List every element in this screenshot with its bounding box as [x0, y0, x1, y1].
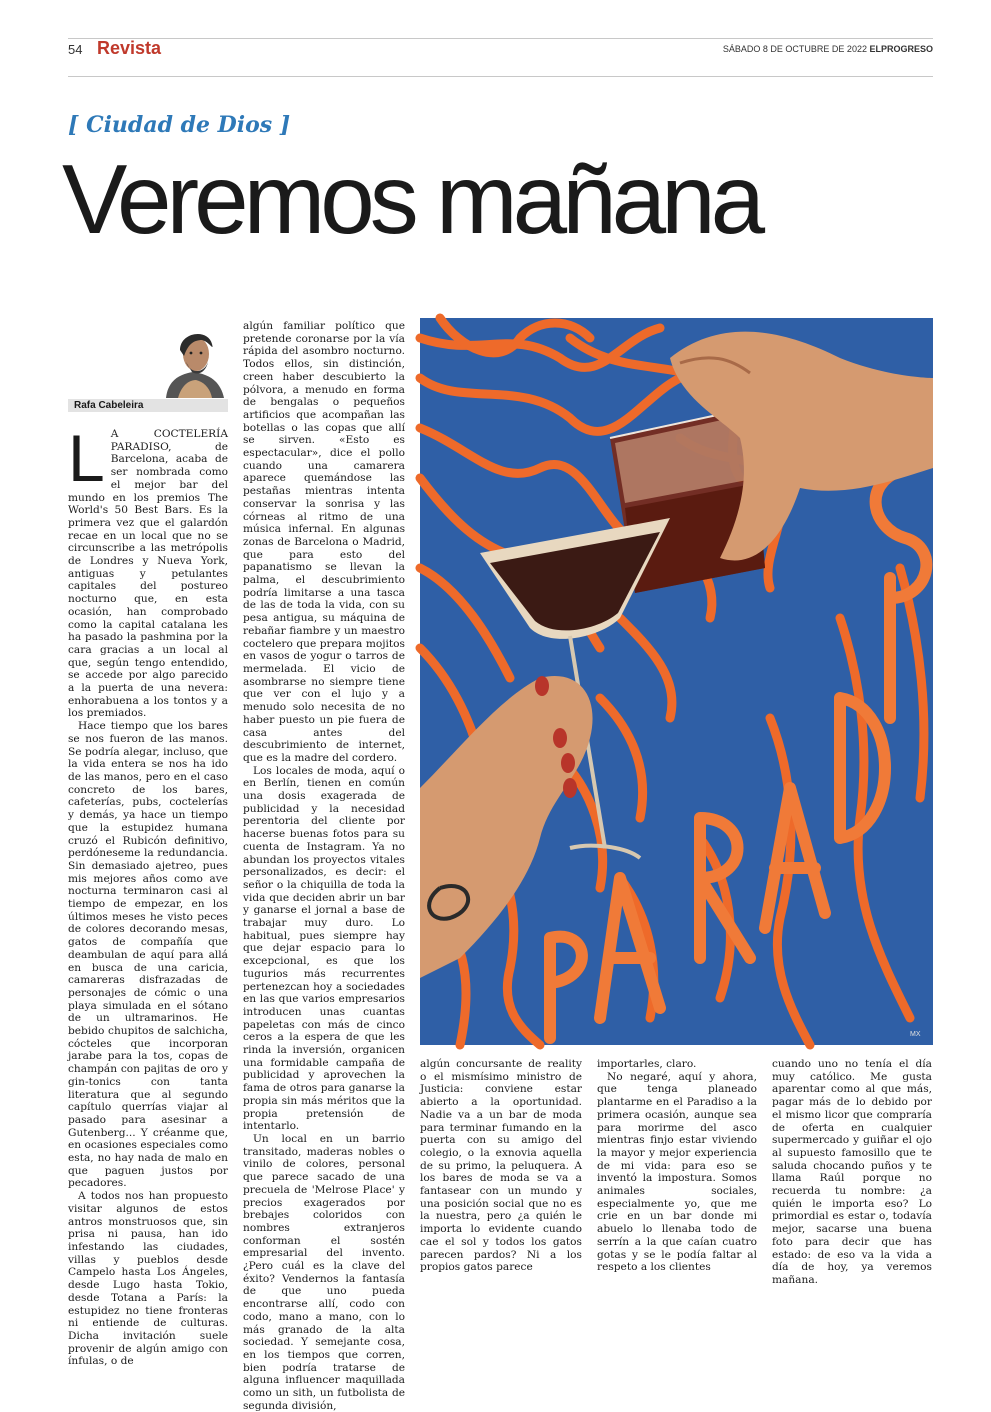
paragraph: importarles, claro. [597, 1058, 697, 1070]
section-name: Revista [97, 38, 162, 58]
paragraph: Un local en un barrio transitado, maderas nobles o vinilo de colores, personal que parece sacado de una precuela de 'Melrose Place' y precios exagerados por brebajes coloridos con nombres extranjeros conforman el sostén empresarial del invento. ¿Pero cuál es la clave del éxito? Vendernos la fantasía de que uno pueda encontrarse allí, codo con codo, mano a mano, con lo más granado de la alta sociedad. Y semejante cosa, en los tiempos que corren, bien podría tratarse de alguna influencer maquillada como un sith, un futbolista de segunda división, [243, 1133, 405, 1412]
text-column-4 [597, 1058, 757, 1274]
paragraph: A todos nos han propuesto visitar algunos de estos antros monstruosos que, sin prisa ni pausa, han ido infestando las ciudades, villas y pueblos desde Campelo hasta Los Ángeles, desde Lugo hasta Tokio, desde Totana a París: la estupidez no tiene fronteras ni entiende de culturas. Dicha invitación suele provenir de algún amigo con ínfulas, o de [68, 1190, 228, 1368]
paragraph: algún familiar político que pretende coronarse por la vía rápida del asombro nocturno. Todos ellos, sin distinción, creen haber descubierto la pólvora, a menudo en forma de bengalas o pequeños artificios que acompañan las botellas o las copas que allí se sirven. «Esto es espectacular», dice el pollo cuando una camarera aparece quemándose las pestañas mientras intenta conservar la sonrisa y las córneas al ritmo de una música infernal. En algunas zonas de Barcelona o Madrid, que para esto del papanatismo se llevan la palma, el descubrimiento podría limitarse a una tasca de las de toda la vida, con su pesa antigua, su máquina de rebañar fiambre y un maestro coctelero que prepara mojitos en vasos de yogur o tarros de mermelada. El vicio de asombrarse no siempre tiene que ver con el lujo y a menudo solo necesita de no haber puesto un pie fuera de casa antes del descubrimiento de internet, que es la madre del cordero. [243, 320, 405, 764]
paragraph: No negaré, aquí y ahora, que tenga planeado plantarme en el Paradiso a la primera ocasión, aunque sea para morirme del asco mientras finjo estar viviendo la mayor y mejor experiencia de mi vida: para eso se inventó la impostura. Somos animales sociales, especialmente yo, que me crie en un bar donde mi abuelo lo llenaba todo de serrín a la que caían cuatro gotas y se le podía faltar al respeto a los clientes [597, 1070, 757, 1274]
byline [68, 399, 228, 412]
header-rule [68, 76, 933, 77]
author-name: Rafa Cabeleira [74, 400, 144, 411]
text-column-2 [243, 320, 405, 1412]
author-photo [158, 322, 228, 398]
paragraph: Hace tiempo que los bares se nos fueron de las manos. Se podría alegar, incluso, que la vida entera se nos ha ido de las manos, pero en el caso concreto de los bares, cafeterías, pubs, coctelerías y demás, ya hace un tiempo que la estupidez humana cruzó el Rubicón definitivo, perdóneseme la redundancia. Sin demasiado ajetreo, pues mis mejores años como ave nocturna terminaron casi al tiempo de empezar, en los últimos meses he visto peces de colores decorando mesas, gatos de compañía que deambulan de aquí para allá en busca de una caricia, camareras disfrazadas de personajes de cómic o una playa simulada en el sótano de un ultramarinos. He bebido chupitos de salchicha, cócteles que incorporan jarabe para la tos, copas de champán con pajitas de oro y gin-tonics con tanta literatura que al segundo capítulo querrías viajar al pasado para asesinar a Gutenberg... Y créanme que, en ocasiones especiales como esta, no hay nada de malo en que paguen justos por pecadores. [68, 720, 228, 1190]
paragraph: Los locales de moda, aquí o en Berlín, tienen en común una dosis exagerada de publicidad y la necesidad perentoria del cliente por hacerse buenas fotos para su cuenta de Instagram. Ya no abundan los proyectos vitales personalizados, es decir: el señor o la chiquilla de toda la vida que deciden abrir un bar y ganarse el jornal a base de trabajar muy duro. Lo habitual, pues siempre hay que dejar espacio para lo excepcional, es que los tugurios más recurrentes pertenezcan hoy a sociedades en las que varios empresarios introducen unas cuantas papeletas con más de cinco ceros a la espera de que les rinda la inversión, organicen una formidable campaña de publicidad y aprovechen la fama de otros para ganarse la propia sin más méritos que la propia pretensión de intentarlo. [243, 764, 405, 1133]
headline: Veremos mañana [62, 144, 761, 254]
newspaper-name: ELPROGRESO [869, 44, 933, 54]
drop-cap: L [68, 421, 105, 495]
top-rule [68, 38, 933, 39]
paragraph-text: A COCTELERÍA PARADISO, de Barcelona, acaba de ser nombrada como el mejor bar del mundo en los premios The World's 50 Best Bars. Es la primera vez que el galardón recae en un local que no se circunscribe a las metrópolis de Londres y Nueva York, antiguas y petulantes capitales del postureo nocturno que, en esta ocasión, han comprobado como la capital catalana les ha pasado la pashmina por la cara gracias a un local al que, según tengo entendido, se accede por algo parecido a la puerta de una nevera: enhorabuena a los tontos y a los premiados. [68, 428, 228, 720]
paragraph: cuando uno no tenía el día muy católico. Me gusta aparentar como al que más, pagar más de lo debido por el mismo licor que compraría de oferta en cualquier supermercado y guiñar el ojo al supuesto famosillo que te saluda chocando puños y te llama Raúl porque no recuerda tu nombre: ¿a quién le importa eso? Lo primordial es estar o, todavía mejor, sacarse una buena foto para decir que has estado: de eso va la vida a día de hoy, ya veremos mañana. [772, 1058, 932, 1286]
text-column-3 [420, 1058, 582, 1274]
publication-date-line [723, 44, 933, 54]
column-kicker: [ Ciudad de Dios ] [68, 112, 291, 138]
cocktail-illustration [420, 318, 933, 1045]
paragraph [68, 421, 228, 720]
text-column-1 [68, 421, 228, 1368]
text-column-5 [772, 1058, 932, 1286]
illustration-credit: MX [910, 1031, 921, 1038]
page-number: 54 [68, 42, 83, 57]
paragraph: algún concursante de reality o el mismísimo ministro de Justicia: conviene estar abierto a la oportunidad. Nadie va a un bar de moda para terminar fumando en la puerta con su amigo del colegio, o la exnovia aquella de su primo, la peluquera. A los bares de moda se va a fantasear con un mundo y una posición social que no es la nuestra, pero ¿a quién le importa lo evidente cuando cae el sol y todos los gatos parecen pardos? Ni a los propios gatos parece [420, 1058, 582, 1274]
issue-date: SÁBADO 8 DE OCTUBRE DE 2022 [722, 44, 867, 54]
